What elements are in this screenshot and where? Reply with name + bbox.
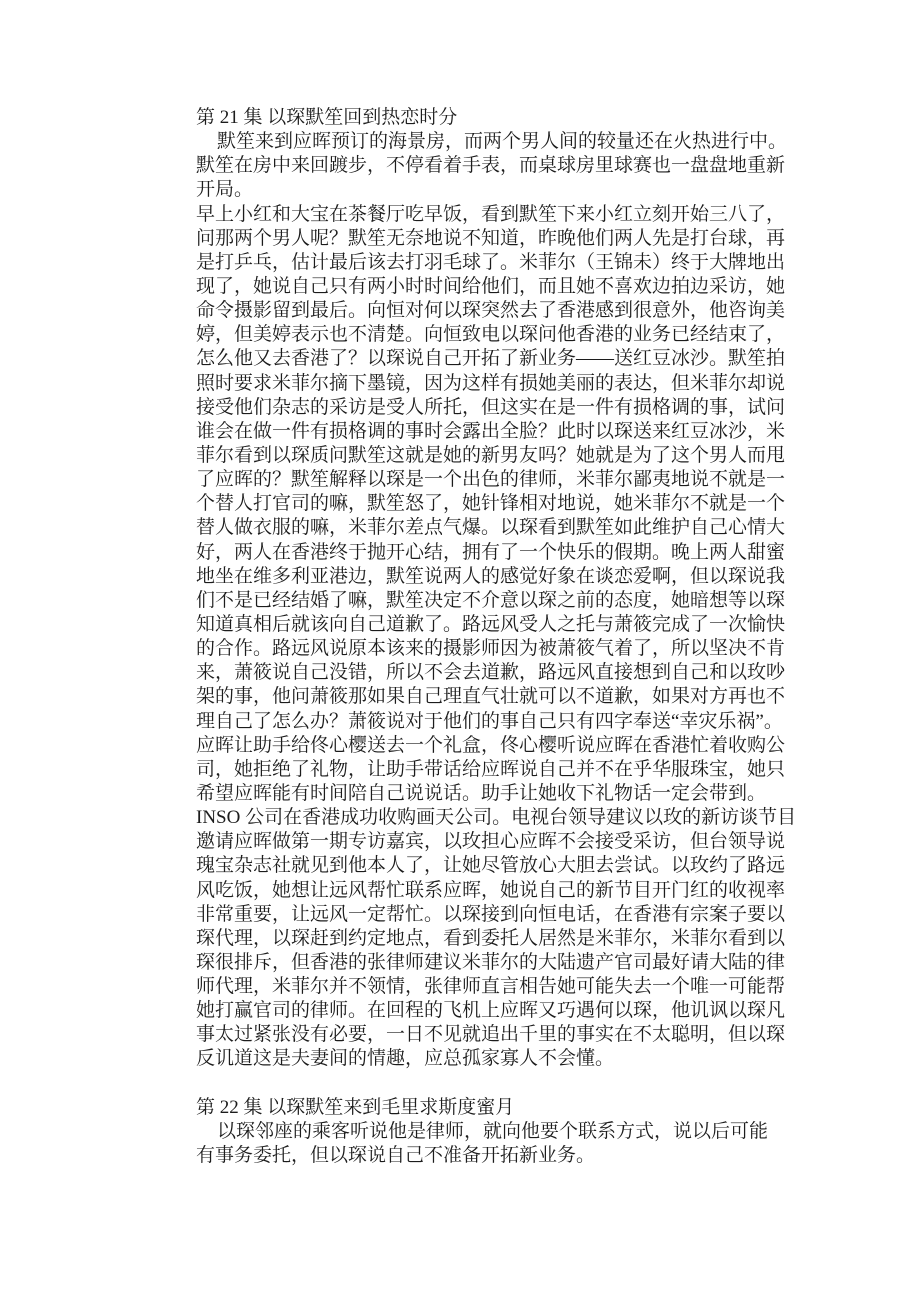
text-line: 个替人打官司的嘛，默笙怒了，她针锋相对地说，她米菲尔不就是一个 <box>196 493 786 515</box>
text-line: 婷，但美婷表示也不清楚。向恒致电以琛问他香港的业务已经结束了， <box>196 324 786 346</box>
text-line: 琛很排斥，但香港的张律师建议米菲尔的大陆遗产官司最好请大陆的律 <box>196 951 786 973</box>
text-line: 菲尔看到以琛质问默笙这就是她的新男友吗？她就是为了这个男人而甩 <box>196 444 786 466</box>
text-line: 问那两个男人呢？默笙无奈地说不知道，昨晚他们两人先是打台球，再 <box>196 227 786 249</box>
text-line: 非常重要，让远风一定帮忙。以琛接到向恒电话，在香港有宗案子要以 <box>196 903 786 925</box>
episode-heading: 第 22 集 以琛默笙来到毛里求斯度蜜月 <box>196 1096 515 1118</box>
text-line: 架的事，他问萧筱那如果自己理直气壮就可以不道歉，如果对方再也不 <box>196 686 786 708</box>
text-line: 现了，她说自己只有两小时时间给他们，而且她不喜欢边拍边采访，她 <box>196 275 786 297</box>
text-line: 命令摄影留到最后。向恒对何以琛突然去了香港感到很意外，他咨询美 <box>196 300 786 322</box>
text-line: 来，萧筱说自己没错，所以不会去道歉，路远风直接想到自己和以玫吵 <box>196 662 786 684</box>
episode-heading: 第 21 集 以琛默笙回到热恋时分 <box>196 107 458 128</box>
text-line: INSO 公司在香港成功收购画天公司。电视台领导建议以玫的新访谈节目 <box>196 807 797 829</box>
text-line: 师代理，米菲尔并不领情，张律师直言相告她可能失去一个唯一可能帮 <box>196 976 786 998</box>
text-line: 地坐在维多利亚港边，默笙说两人的感觉好象在谈恋爱啊，但以琛说我 <box>196 565 786 587</box>
text-line: 她打赢官司的律师。在回程的飞机上应晖又巧遇何以琛，他讥讽以琛凡 <box>196 1000 786 1022</box>
text-line: 谁会在做一件有损格调的事时会露出全脸？此时以琛送来红豆冰沙，米 <box>196 420 786 442</box>
text-line: 们不是已经结婚了嘛，默笙决定不介意以琛之前的态度，她暗想等以琛 <box>196 589 786 611</box>
text-line: 应晖让助手给佟心樱送去一个礼盒，佟心樱听说应晖在香港忙着收购公 <box>196 734 786 756</box>
text-line: 默笙在房中来回踱步，不停看着手表，而桌球房里球赛也一盘盘地重新 <box>196 155 786 177</box>
text-block <box>196 106 806 1168</box>
text-line: 好，两人在香港终于抛开心结，拥有了一个快乐的假期。晚上两人甜蜜 <box>196 541 786 563</box>
text-line: 替人做衣服的嘛，米菲尔差点气爆。以琛看到默笙如此维护自己心情大 <box>196 517 786 539</box>
text-line: 希望应晖能有时间陪自己说说话。助手让她收下礼物话一定会带到。 <box>196 782 767 804</box>
text-line: 是打乒乓，估计最后该去打羽毛球了。米菲尔（王锦未）终于大牌地出 <box>196 251 786 273</box>
text-line: 开局。 <box>196 179 254 201</box>
text-line: 反讥道这是夫妻间的情趣，应总孤家寡人不会懂。 <box>196 1048 615 1070</box>
text-line: 理自己了怎么办？萧筱说对于他们的事自己只有四字奉送“幸灾乐祸”。 <box>196 710 783 732</box>
text-line: 早上小红和大宝在茶餐厅吃早饭，看到默笙下来小红立刻开始三八了， <box>196 203 786 225</box>
text-line: 怎么他又去香港了？以琛说自己开拓了新业务——送红豆冰沙。默笙拍 <box>196 348 786 370</box>
text-line: 瑰宝杂志社就见到他本人了，让她尽管放心大胆去尝试。以玫约了路远 <box>196 855 786 877</box>
blank-line <box>196 1072 806 1096</box>
text-line: 有事务委托，但以琛说自己不准备开拓新业务。 <box>196 1145 596 1167</box>
text-line: 知道真相后就该向自己道歉了。路远风受人之托与萧筱完成了一次愉快 <box>196 613 786 635</box>
text-line: 了应晖的？默笙解释以琛是一个出色的律师，米菲尔鄙夷地说不就是一 <box>196 469 786 491</box>
text-line: 的合作。路远风说原本该来的摄影师因为被萧筱气着了，所以坚决不肯 <box>196 638 786 660</box>
text-line: 事太过紧张没有必要，一日不见就追出千里的事实在不太聪明，但以琛 <box>196 1024 786 1046</box>
text-line: 风吃饭，她想让远风帮忙联系应晖，她说自己的新节目开门红的收视率 <box>196 879 786 901</box>
text-line: 邀请应晖做第一期专访嘉宾，以玫担心应晖不会接受采访，但台领导说 <box>196 831 786 853</box>
text-line: 接受他们杂志的采访是受人所托，但这实在是一件有损格调的事，试问 <box>196 396 786 418</box>
text-line: 司，她拒绝了礼物，让助手带话给应晖说自己并不在乎华服珠宝，她只 <box>196 758 786 780</box>
text-line: 琛代理，以琛赶到约定地点，看到委托人居然是米菲尔，米菲尔看到以 <box>196 927 786 949</box>
text-line: 照时要求米菲尔摘下墨镜，因为这样有损她美丽的表达，但米菲尔却说 <box>196 372 786 394</box>
text-line: 默笙来到应晖预订的海景房，而两个男人间的较量还在火热进行中。 <box>217 131 788 153</box>
text-line: 以琛邻座的乘客听说他是律师，就向他要个联系方式，说以后可能 <box>217 1120 769 1142</box>
